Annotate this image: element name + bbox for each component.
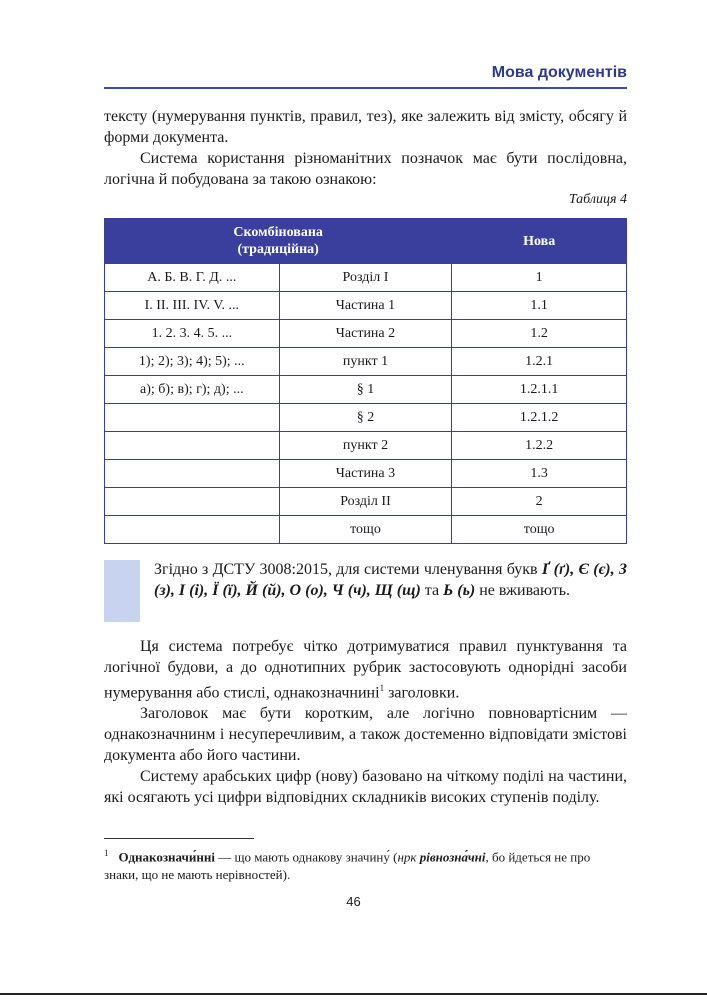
header-divider (104, 87, 627, 89)
cell-new: 1.2.1 (452, 348, 627, 376)
body-paragraph-1-end: заголовки. (384, 684, 460, 702)
intro-paragraph-2: Система користання різноманітних позначок має бути послідовна, логічна й побудована за такою ознакою: (104, 150, 627, 188)
header-combined-line2: (традиційна) (237, 242, 319, 257)
cell-section: Частина 2 (279, 320, 452, 348)
cell-section: Частина 1 (279, 292, 452, 320)
intro-text (104, 106, 627, 190)
page-bottom-rule (0, 993, 707, 995)
cell-section: тощо (279, 516, 452, 544)
page-number: 46 (346, 894, 361, 909)
note-box (104, 560, 627, 622)
body-paragraph-3: Систему арабських цифр (нову) базовано на чіткому поділі на частини, які осягають усі цифри відповідних складників високих ступенів поділу. (104, 768, 627, 807)
body-paragraph-1 (104, 636, 627, 703)
intro-paragraph-1: тексту (нумерування пунктів, правил, тез), яке залежить від змісту, обсягу й форми документа. (104, 108, 627, 146)
note-and: та (420, 582, 444, 599)
note-letters: Ґ (ґ), Є (є), З (з), І (і), Ї (ї), Й (й), О (о), Ч (ч), Щ (щ) (154, 561, 627, 599)
cell-traditional: 1. 2. 3. 4. 5. ... (105, 320, 280, 348)
header-new: Нова (452, 219, 627, 264)
body-paragraph-1-text: Ця система потребує чітко дотримуватися правил пунктування та логічної будови, а до однотипних рубрик застосовують однорідні засоби нумерування або стислі, однакозначнині (104, 638, 627, 702)
footnote (104, 844, 627, 884)
cell-new: тощо (452, 516, 627, 544)
cell-new: 1.2.1.1 (452, 376, 627, 404)
footnote-ref: 1 (379, 683, 385, 693)
cell-section: Розділ І (279, 264, 452, 292)
cell-new: 1.2.2 (452, 432, 627, 460)
footnote-abbr: нрк (397, 849, 417, 865)
cell-section: § 1 (279, 376, 452, 404)
note-accent-bar (104, 560, 140, 622)
note-text (154, 559, 627, 601)
cell-traditional: I. II. III. IV. V. ... (105, 292, 280, 320)
cell-new: 1 (452, 264, 627, 292)
table-row (105, 488, 627, 516)
cell-traditional: а); б); в); г); д); ... (105, 376, 280, 404)
cell-section: пункт 2 (279, 432, 452, 460)
header-combined-line1: Скомбінована (233, 225, 323, 240)
cell-section: Частина 3 (279, 460, 452, 488)
cell-new: 1.2 (452, 320, 627, 348)
table-row (105, 376, 627, 404)
table-body (105, 264, 627, 544)
body-paragraph-2: Заголовок має бути коротким, але логічно повновартісним — однакозначнинм і несуперечливим, а також достеменно відповідати змістові документа або його частини. (104, 705, 627, 765)
cell-traditional: А. Б. В. Г. Д. ... (105, 264, 280, 292)
cell-traditional (105, 488, 280, 516)
table-row (105, 432, 627, 460)
footnote-term: Однакозначи́нні (118, 849, 215, 865)
table-row (105, 320, 627, 348)
cell-traditional (105, 432, 280, 460)
cell-new: 2 (452, 488, 627, 516)
cell-new: 1.3 (452, 460, 627, 488)
cell-traditional: 1); 2); 3); 4); 5); ... (105, 348, 280, 376)
table-header-row (105, 219, 627, 264)
note-soft-sign: Ь (ь) (443, 582, 476, 599)
table-row (105, 516, 627, 544)
note-prefix: Згідно з ДСТУ 3008:2015, для системи членування букв (154, 561, 542, 578)
cell-new: 1.1 (452, 292, 627, 320)
note-suffix: не вживають. (475, 582, 571, 599)
cell-traditional (105, 460, 280, 488)
numbering-table (104, 218, 627, 544)
table-row (105, 348, 627, 376)
footnote-mark: 1 (104, 848, 109, 858)
table-row (105, 292, 627, 320)
footnote-alt-term: рівнозна́чні (416, 849, 486, 865)
table-row (105, 264, 627, 292)
footnote-text-2: , бо йдеться не про знаки, що не мають нерівностей). (104, 849, 591, 883)
footnote-divider (104, 838, 254, 839)
running-header-title: Мова документів (491, 64, 627, 81)
cell-section: § 2 (279, 404, 452, 432)
body-text (104, 636, 627, 808)
cell-traditional (105, 516, 280, 544)
cell-section: пункт 1 (279, 348, 452, 376)
table-caption: Таблиця 4 (568, 192, 627, 207)
table-row (105, 460, 627, 488)
cell-section: Розділ ІІ (279, 488, 452, 516)
footnote-text-1: — що мають однакову значину́ ( (214, 849, 398, 865)
header-combined (105, 219, 452, 264)
table-row (105, 404, 627, 432)
cell-new: 1.2.1.2 (452, 404, 627, 432)
cell-traditional (105, 404, 280, 432)
